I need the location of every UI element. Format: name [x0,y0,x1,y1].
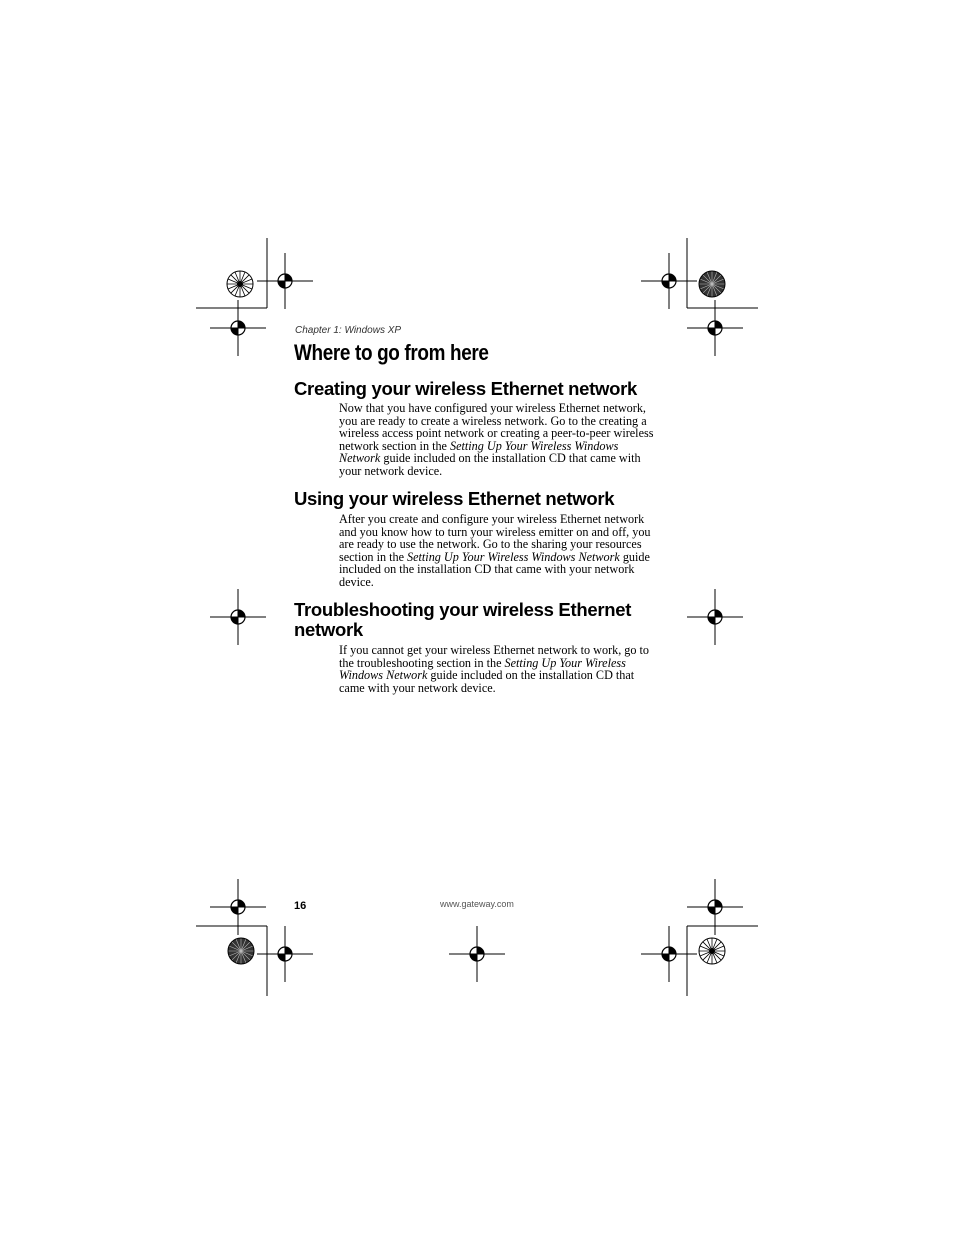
section-heading: Using your wireless Ethernet network [294,488,615,509]
section-body: Now that you have configured your wireless Ethernet network, you are ready to create a wireless network. Go to the creating a wireless access point network or creating a peer-to-peer wireless network section in the Setting Up Your Wireless Windows Network guide included on the installation CD that came with your network device. [339,401,654,478]
section-heading: Troubleshooting your wireless Ethernet network [294,599,632,640]
running-head: Chapter 1: Windows XP [295,325,402,336]
section-creating-network [294,379,664,477]
page-title: Where to go from here [294,340,489,365]
page-number: 16 [294,900,307,912]
section-troubleshooting-network [294,600,664,694]
footer-url: www.gateway.com [440,899,514,909]
section-using-network [294,489,664,588]
section-body: If you cannot get your wireless Ethernet network to work, go to the troubleshooting section in the Setting Up Your Wireless Windows Network guide included on the installation CD that came with your network device. [339,643,650,695]
section-heading: Creating your wireless Ethernet network [294,378,637,399]
section-body: After you create and configure your wireless Ethernet network and you know how to turn your wireless emitter on and off, you are ready to use the network. Go to the sharing your resources section in the Setting Up Your Wireless Windows Network guide included on the installation CD that came with your network device. [339,512,651,589]
guide-title: Setting Up Your Wireless Windows Network [339,655,626,682]
guide-title: Setting Up Your Wireless Windows Network [407,549,620,564]
guide-title: Setting Up Your Wireless Windows Network [339,438,619,465]
